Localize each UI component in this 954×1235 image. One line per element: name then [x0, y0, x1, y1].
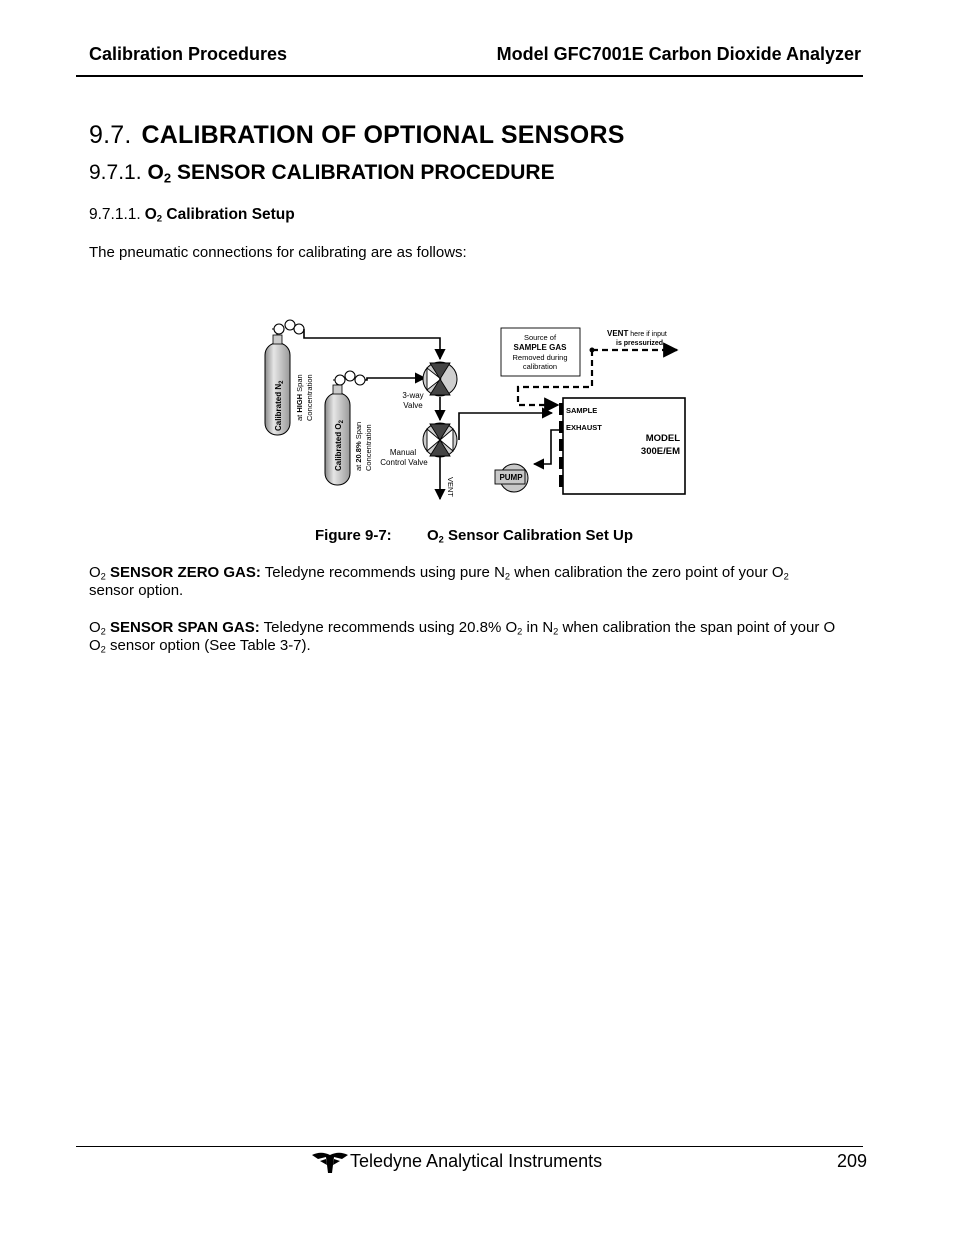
vent-top-label-2: is pressurized — [616, 340, 664, 347]
span-gas-label: SENSOR SPAN GAS: — [105, 619, 260, 636]
span-gas-paragraph: $O_2$ SENSOR SPAN GAS: Teledyne recommends using 20.8% $O_2$ in $N_2$ when calibration the span point of your O $O_2$ sensor option (See Table 3-7). — [89, 619, 836, 655]
running-header-section: Calibration Procedures — [89, 44, 288, 64]
o2-concentration-line2: Concentration — [364, 424, 373, 471]
vent-junction-dot — [590, 348, 595, 353]
o2-cylinder-label: Calibrated $O_2$ — [334, 420, 345, 471]
source-line-2: SAMPLE GAS — [513, 343, 567, 352]
pump-label: PUMP — [499, 473, 523, 482]
page-number: 209 — [836, 1151, 867, 1171]
n2-regulator — [272, 320, 304, 335]
section-title: CALIBRATION OF OPTIONAL SENSORS — [141, 121, 625, 149]
three-way-valve-label: 3-way — [402, 391, 424, 400]
zero-gas-paragraph: $O_2$ SENSOR ZERO GAS: Teledyne recommends using pure $N_2$ when calibration the zero point of your $O_2$ sensor option. — [89, 564, 789, 599]
source-line-3: Removed during — [512, 353, 568, 362]
subsubsection-title-rest: Calibration Setup — [162, 206, 295, 223]
section-number: 9.7. — [89, 121, 132, 149]
model-number-label: 300E/EM — [640, 446, 680, 457]
vent-top-label: VENT here if input — [607, 329, 667, 338]
caption-text: Sensor Calibration Set Up — [443, 527, 634, 544]
figure-caption — [315, 527, 633, 544]
n2-cylinder-label: Calibrated $N_2$ — [274, 380, 285, 431]
exhaust-port-label: EXHAUST — [566, 423, 602, 432]
subsubsection-title-sub: 2 — [156, 213, 163, 225]
manual-valve-label: Manual — [389, 448, 417, 457]
intro-paragraph: The pneumatic connections for calibrating are as follows: — [89, 244, 467, 261]
three-way-valve — [423, 362, 457, 396]
vent-bottom-label: VENT — [446, 477, 455, 498]
subsection-title-sub: 2 — [163, 170, 172, 186]
subsection-title-prefix: O — [147, 161, 164, 184]
o2-concentration-label: at 20.8% Span — [354, 421, 363, 471]
teledyne-logo-icon — [312, 1151, 348, 1173]
footer-company: Teledyne Analytical Instruments — [350, 1151, 603, 1171]
source-line-1: Source of — [523, 333, 557, 342]
source-line-4: calibration — [522, 362, 558, 371]
n2-concentration-line2: Concentration — [305, 374, 314, 421]
manual-valve-label-2: Control Valve — [380, 458, 428, 467]
three-way-valve-label-2: Valve — [403, 401, 423, 410]
subsubsection-heading — [89, 206, 295, 224]
subsubsection-title-prefix: O — [144, 206, 157, 223]
o2-regulator — [333, 371, 365, 385]
footer-rule — [76, 1146, 863, 1147]
n2-concentration-label: at HIGH Span — [295, 374, 304, 421]
calibration-setup-diagram — [255, 313, 695, 505]
subsection-title-rest: SENSOR CALIBRATION PROCEDURE — [171, 161, 555, 184]
header-rule — [76, 75, 863, 77]
sample-port-label: SAMPLE — [566, 406, 598, 415]
figure-number: Figure 9-7: — [315, 527, 392, 544]
running-header-title: Model GFC7001E Carbon Dioxide Analyzer — [496, 44, 861, 64]
section-heading — [89, 121, 625, 150]
subsubsection-number: 9.7.1.1. — [89, 206, 141, 223]
caption-prefix: O — [427, 527, 439, 544]
subsection-heading — [89, 161, 555, 185]
manual-control-valve — [423, 423, 457, 457]
zero-gas-label: SENSOR ZERO GAS: — [105, 564, 261, 581]
model-label: MODEL — [645, 433, 680, 444]
caption-sub: 2 — [438, 534, 444, 545]
subsection-number: 9.7.1. — [89, 161, 142, 184]
